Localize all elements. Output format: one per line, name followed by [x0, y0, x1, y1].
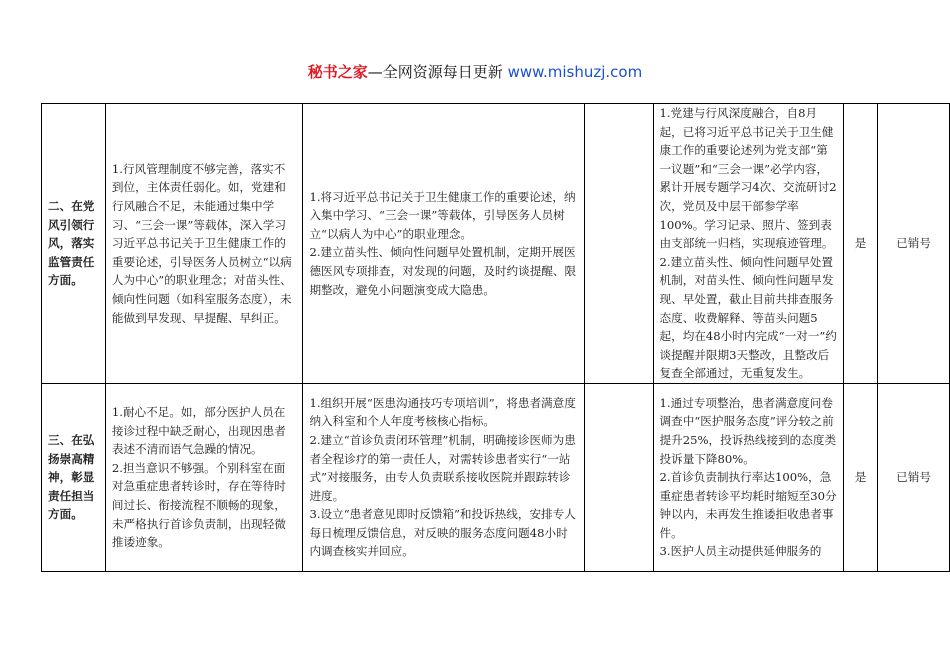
rectification-table: [41, 103, 950, 572]
row-category: 二、在党风引领行风，落实监管责任方面。: [42, 104, 106, 384]
site-header: [0, 62, 950, 82]
row-problem: 1.耐心不足。如，部分医护人员在接诊过程中缺乏耐心，出现因患者表述不清而语气急躁的情况。 2.担当意识不够强。个别科室在面对急重症患者转诊时，存在等待时间过长、衔接流程不顺畅的现象，未严格执行首诊负责制，出现轻微推诿迹象。: [105, 383, 303, 571]
row-status: 已销号: [878, 104, 950, 384]
table-row: [42, 383, 950, 571]
row-deadline: [584, 104, 653, 384]
row-measure: 1.组织开展“医患沟通技巧专项培训”，将患者满意度纳入科室和个人年度考核核心指标。 2.建立“首诊负责闭环管理”机制，明确接诊医师为患者全程诊疗的第一责任人，对需转诊患者实行“一站式”对接服务，由专人负责联系接收医院并跟踪转诊进度。 3.设立“患者意见即时反馈箱”和投诉热线，安排专人每日梳理反馈信息，对反映的服务态度问题48小时内调查核实并回应。: [303, 383, 584, 571]
table-row: [42, 104, 950, 384]
row-problem: 1.行风管理制度不够完善，落实不到位，主体责任弱化。如，党建和行风融合不足，未能通过集中学习、“三会一课”等载体，深入学习习近平总书记关于卫生健康工作的重要论述，引导医务人员树立“以病人为中心”的职业理念；对苗头性、倾向性问题（如科室服务态度），未能做到早发现、早提醒、早纠正。: [105, 104, 303, 384]
site-url[interactable]: www.mishuzj.com: [507, 63, 643, 81]
row-category: 三、在弘扬崇高精神，彰显责任担当方面。: [42, 383, 106, 571]
row-deadline: [584, 383, 653, 571]
row-status: 已销号: [878, 383, 950, 571]
row-completed: 是: [844, 104, 878, 384]
row-result: 1.通过专项整治，患者满意度问卷调查中“医护服务态度”评分较之前提升25%，投诉热线接到的态度类投诉量下降80%。 2.首诊负责制执行率达100%，急重症患者转诊平均耗时缩短至30分钟以内，未再发生推诿拒收患者事件。 3.医护人员主动提供延伸服务的: [653, 383, 844, 571]
row-measure: 1.将习近平总书记关于卫生健康工作的重要论述，纳入集中学习、“三会一课”等载体，引导医务人员树立“以病人为中心”的职业理念。 2.建立苗头性、倾向性问题早处置机制，定期开展医德医风专项排查，对发现的问题，及时约谈提醒、限期整改，避免小问题演变成大隐患。: [303, 104, 584, 384]
site-tagline: —全网资源每日更新: [367, 63, 508, 81]
row-completed: 是: [844, 383, 878, 571]
row-result: 1.党建与行风深度融合，自8月起，已将习近平总书记关于卫生健康工作的重要论述列为党支部“第一议题”和“三会一课”必学内容，累计开展专题学习4次、交流研讨2次，党员及中层干部参学率100%。学习记录、照片、签到表由支部统一归档，实现痕迹管理。 2.建立苗头性、倾向性问题早处置机制，对苗头性、倾向性问题早发现、早处置，截止目前共排查服务态度、收费解释、等苗头问题5起，均在48小时内完成“一对一”约谈提醒并限期3天整改，且整改后复查全部通过，无重复发生。: [653, 104, 844, 384]
site-brand: 秘书之家: [307, 63, 368, 81]
